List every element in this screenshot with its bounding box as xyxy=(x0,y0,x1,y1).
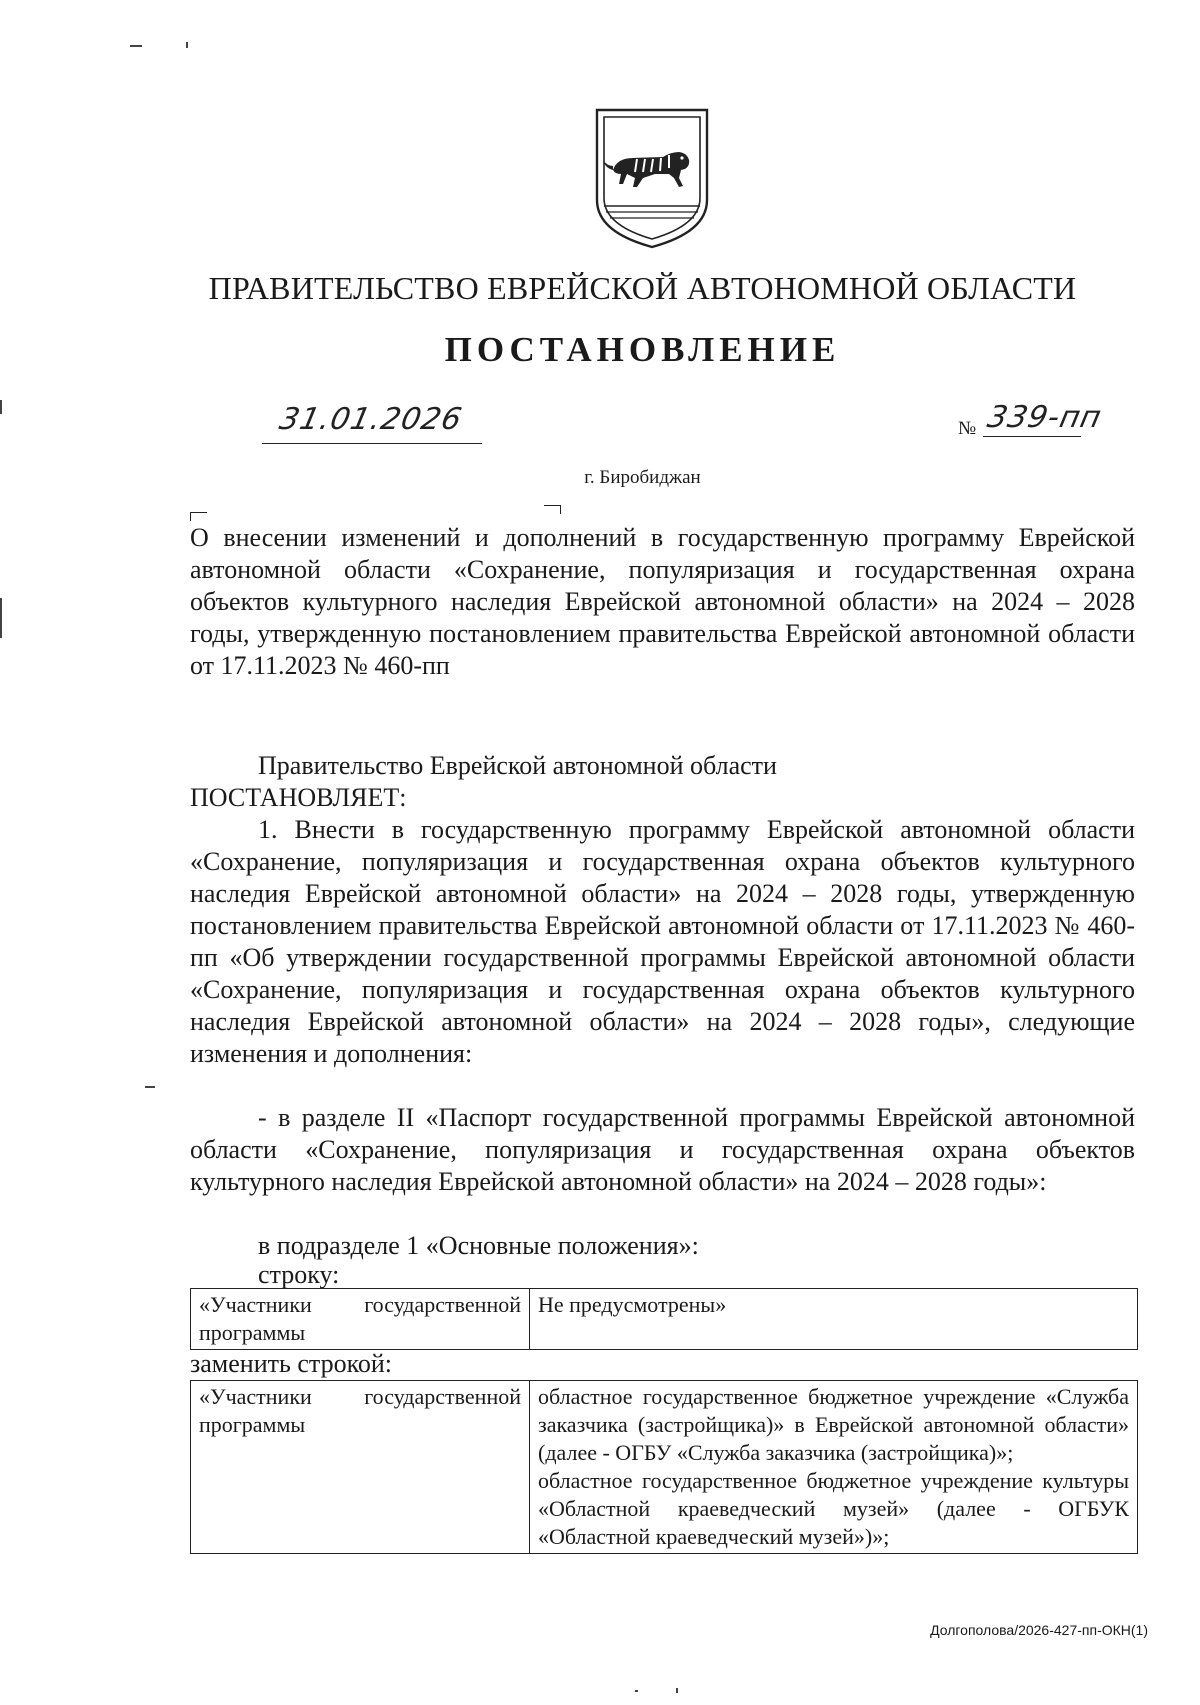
new-row-participant-2: областное государственное бюджетное учреждение культуры «Областной краеведческий музей» (далее - ОГБУК «Областной краеведческий музей»)»; xyxy=(538,1468,1129,1549)
scan-mark xyxy=(0,400,2,414)
replace-label: заменить строкой: xyxy=(190,1349,393,1378)
row-label: строку: xyxy=(258,1260,340,1289)
resolves-line: ПОСТАНОВЛЯЕТ: xyxy=(190,783,407,812)
subject-corner-right xyxy=(544,505,561,514)
item-1-subparagraph: - в разделе II «Паспорт государственной программы Еврейской автономной области «Сохранение, популяризация и государственная охрана объектов культурного наследия Еврейской автономной области» на 2024 – 2028 годы»: xyxy=(190,1103,1135,1196)
footer-reference: Долгополова/2026-427-пп-ОКН(1) xyxy=(930,1622,1148,1638)
scan-mark xyxy=(130,45,142,47)
document-number: 339-пп xyxy=(984,400,1106,435)
scan-mark xyxy=(186,42,188,48)
document-type-title: ПОСТАНОВЛЕНИЕ xyxy=(444,330,841,369)
subsection-line: в подразделе 1 «Основные положения»: xyxy=(258,1231,699,1260)
scan-mark xyxy=(0,598,2,638)
new-row-participant-1: областное государственное бюджетное учреждение «Служба заказчика (застройщика)» в Еврейской автономной области» (далее - ОГБУ «Служба заказчика (застройщика)»; xyxy=(538,1384,1129,1465)
new-row-col2 xyxy=(530,1381,1138,1554)
table-row xyxy=(191,1289,1138,1350)
document-subject: О внесении изменений и дополнений в государственную программу Еврейской автономной области «Сохранение, популяризация и государственная охрана объектов культурного наследия Еврейской автономной области» на 2024 – 2028 годы, утвержденную постановлением правительства Еврейской автономной области от 17.11.2023 № 460-пп xyxy=(190,523,1135,680)
coat-of-arms-tiger-icon xyxy=(593,108,711,250)
old-row-table xyxy=(190,1288,1138,1350)
table-row xyxy=(191,1381,1138,1554)
date-underline xyxy=(262,443,482,444)
item-1-paragraph: 1. Внести в государственную программу Еврейской автономной области «Сохранение, популяризация и государственная охрана объектов культурного наследия Еврейской автономной области» на 2024 – 2028 годы, утвержденную постановлением правительства Еврейской автономной области от 17.11.2023 № 460-пп «Об утверждении государственной программы Еврейской автономной области «Сохранение, популяризация и государственная охрана объектов культурного наследия Еврейской автономной области» на 2024 – 2028 годы», следующие изменения и дополнения: xyxy=(190,815,1135,1068)
city-name: г. Биробиджан xyxy=(584,467,701,488)
scan-mark xyxy=(635,1690,638,1692)
new-row-col1: «Участники государственной программы xyxy=(191,1381,530,1554)
scan-mark xyxy=(145,1086,155,1088)
government-name: ПРАВИТЕЛЬСТВО ЕВРЕЙСКОЙ АВТОНОМНОЙ ОБЛАСТИ xyxy=(208,270,1077,306)
subject-corner-left xyxy=(190,512,207,521)
old-row-col1: «Участники государственной программы xyxy=(191,1289,530,1350)
old-row-col2: Не предусмотрены» xyxy=(530,1289,1138,1350)
number-label: № xyxy=(958,418,977,439)
number-underline xyxy=(983,436,1081,437)
new-row-table xyxy=(190,1380,1138,1554)
scan-mark xyxy=(676,1688,678,1693)
intro-line: Правительство Еврейской автономной области xyxy=(258,751,777,780)
document-date: 31.01.2026 xyxy=(276,402,466,437)
